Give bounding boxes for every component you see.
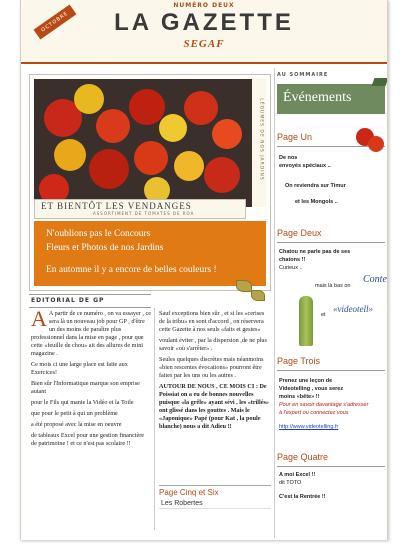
page-quatre-heading[interactable]: Page Quatre <box>277 452 329 462</box>
page-trois-text: moins «bête» !! <box>279 394 320 400</box>
page-deux-text: chatons !! <box>279 257 306 263</box>
tomatoes-photo <box>34 79 266 207</box>
page-trois-text: Videotelling , vous serez <box>279 386 344 392</box>
editorial-paragraph: A partir de ce numéro , on va essayer , ce sera là un nouveau job pour GP , d'être un des moins de paraître plus professionnel dans la mise en page , pour que cette «feuille de chou» ait des allures de mini magazine . <box>31 310 151 357</box>
page-un-text: On reviendra sur Timur <box>285 183 346 189</box>
announcement-line-3: En automne il y a encore de belles couleurs ! <box>46 265 217 275</box>
ribbon-tab <box>372 78 388 86</box>
page-deux-text: Curieux .. <box>279 265 303 271</box>
page-deux-text: mais là bas on <box>315 283 351 289</box>
divider <box>277 370 385 371</box>
page-un-heading[interactable]: Page Un <box>277 132 313 142</box>
page-trois-text: Prenez une leçon de <box>279 378 333 384</box>
issue-number: NUMÉRO DEUX <box>173 2 235 9</box>
page-cinq-six-heading[interactable]: Page Cinq et Six <box>159 485 271 497</box>
divider <box>159 508 271 509</box>
drop-cap: A <box>31 306 47 331</box>
gazette-page <box>20 0 388 540</box>
divider <box>277 242 385 243</box>
page-un-text: De nos <box>279 155 298 161</box>
evenements-title: Événements <box>283 90 352 105</box>
page-cinq-six-text: Les Robertes <box>161 500 203 507</box>
videotelling-link[interactable]: http://www.videotelling.fr <box>279 424 339 430</box>
date-ribbon: OCTOBRE 2011 <box>34 4 77 39</box>
masthead <box>21 0 387 64</box>
page-deux-text: et <box>321 312 326 318</box>
conte-label: Conte <box>363 274 387 285</box>
evenements-banner <box>277 84 385 114</box>
editorial-paragraph: Seules quelques discrètes mais néanmoins «bien rescentes évocations» pourront être faites par les uns ou les autres . <box>159 356 264 379</box>
videotell-label: «videotell» <box>333 304 373 314</box>
editorial-paragraph: Sauf exceptions bien sûr , et si les «cerises de la tribu» en sont d'accord , on réservera cette Gazette à nos seuls «faits et gestes» <box>159 310 265 333</box>
sidebar-divider <box>274 68 275 538</box>
editorial-column-2 <box>159 310 271 434</box>
editorial-paragraph: AUTOUR DE NOUS , CE MOIS CI : De Poissiat on a eu de bonnes nouvelles puisque «la grêle» ayant sévi , les «trillés» ont glissé dans les gouttes . Mais le «Japonique» Papé (pour Kat , la poule blanche) nous a dit Adieu !! <box>159 383 269 430</box>
banner-title: ET BIENTÔT LES VENDANGES <box>41 201 192 211</box>
page-trois-heading[interactable]: Page Trois <box>277 356 321 366</box>
page-deux-text: Chatou ne parle pas de ses <box>279 249 351 255</box>
editorial-paragraph: pour le Fils qui manie la Vidéo et la Toile <box>31 399 134 406</box>
page-trois-note: Pour en savoir davantage s'adresser <box>279 402 369 408</box>
page-deux-heading[interactable]: Page Deux <box>277 228 322 238</box>
editorial-paragraph: de tableaux Excel pour une gestion financière de patrimoine ! et ce n'est pas scolaire !! <box>31 432 145 447</box>
announcement-line-2: Fleurs et Photos de nos Jardins <box>46 243 164 253</box>
editorial-paragraph: voulant éviter , par la dispersion ,de ne plus savoir «où s'arrêter» . <box>159 337 267 352</box>
page-un-text: envoyés spéciaux .. <box>279 163 331 169</box>
page-quatre-text: A moi Excel !! <box>279 472 316 478</box>
column-divider <box>154 308 155 530</box>
editorial-paragraph: a été proposé avec la mise en oeuvre <box>31 421 122 428</box>
announcement-line-1: N'oublions pas le Concours <box>46 229 151 239</box>
newsletter-subtitle: SEGAF <box>183 38 225 50</box>
editorial-paragraph: Bien sûr l'Informatique marque son emprise autant <box>31 380 140 395</box>
leaf-icon <box>236 280 252 292</box>
banner-subtitle: ASSORTIMENT DE TOMATES DE ROA <box>93 211 195 216</box>
page-quatre-text: C'est la Rentrée !! <box>279 494 326 500</box>
page-un-text: et les Mongols .. <box>295 199 338 205</box>
announcement-box <box>34 221 266 286</box>
newsletter-title: LA GAZETTE <box>114 9 294 36</box>
editorial-column-1 <box>31 306 151 451</box>
page-quatre-text: dit TOTO <box>279 480 302 486</box>
editorial-paragraph: que pour le petit à qui un problème <box>31 410 118 417</box>
vertical-caption: LÉGUMES DE NOS JARDINS <box>252 79 266 207</box>
divider <box>277 466 385 467</box>
hero-block <box>29 74 271 291</box>
asparagus-icon <box>299 296 313 346</box>
sommaire-heading: AU SOMMAIRE <box>277 72 329 78</box>
tomato-icon <box>368 136 384 152</box>
leaf-icon <box>251 290 265 301</box>
page-trois-note: à l'expert ou connectez vous <box>279 410 349 416</box>
editorial-paragraph: Ce mois ci une large place est faite aux Exercices! <box>31 361 128 376</box>
vendanges-banner <box>34 199 246 219</box>
editorial-heading: EDITORIAL DE GP <box>29 294 151 308</box>
